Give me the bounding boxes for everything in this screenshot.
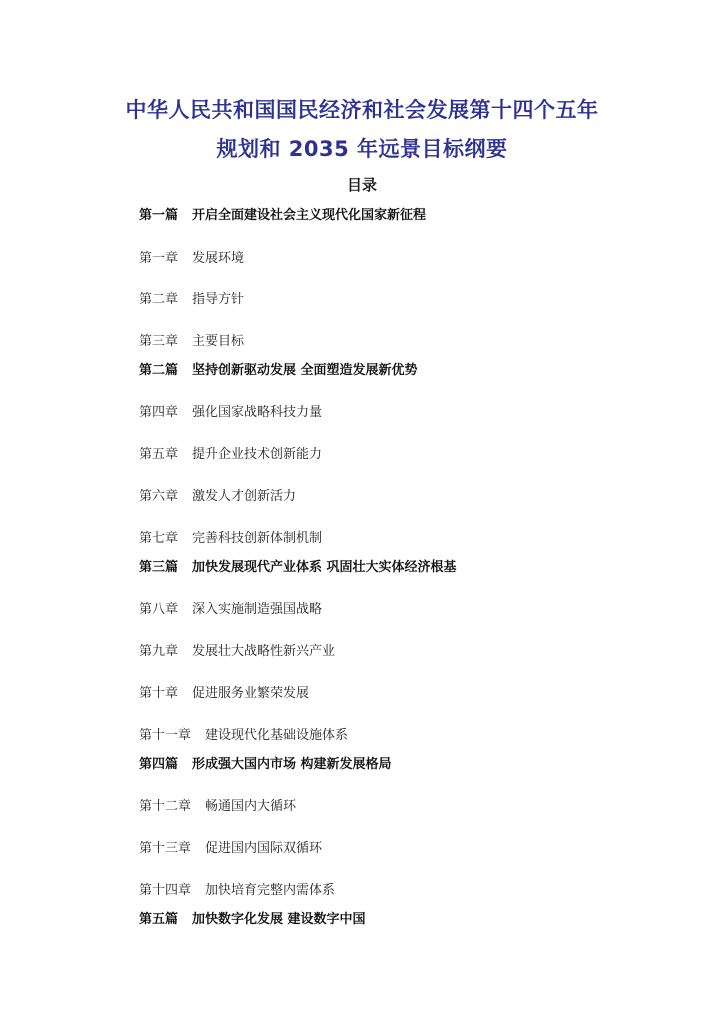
toc-entry-title: 加快培育完整内需体系 — [205, 883, 336, 898]
toc-entry-title: 主要目标 — [192, 334, 245, 349]
toc-entry-number: 第五篇 — [139, 912, 179, 927]
toc-chapter-entry[interactable] — [139, 841, 322, 857]
toc-entry-number: 第十二章 — [139, 799, 192, 814]
toc-entry-title: 形成强大国内市场 构建新发展格局 — [192, 757, 392, 772]
toc-entry-title: 发展环境 — [192, 251, 245, 266]
toc-entry-number: 第一章 — [139, 251, 179, 266]
toc-chapter-entry[interactable] — [139, 644, 335, 660]
toc-entry-number: 第六章 — [139, 489, 179, 504]
toc-entry-number: 第九章 — [139, 644, 179, 659]
toc-entry-title: 加快数字化发展 建设数字中国 — [192, 912, 366, 927]
toc-chapter-entry[interactable] — [139, 292, 244, 308]
toc-entry-title: 深入实施制造强国战略 — [192, 602, 323, 617]
toc-chapter-entry[interactable] — [139, 447, 322, 463]
toc-entry-number: 第二章 — [139, 292, 179, 307]
toc-part-entry[interactable] — [139, 560, 457, 576]
toc-entry-title: 发展壮大战略性新兴产业 — [192, 644, 336, 659]
toc-entry-number: 第三章 — [139, 334, 179, 349]
toc-chapter-entry[interactable] — [139, 602, 322, 618]
toc-entry-number: 第一篇 — [139, 208, 179, 223]
toc-entry-number: 第十一章 — [139, 728, 192, 743]
toc-entry-number: 第四篇 — [139, 757, 179, 772]
toc-part-entry[interactable] — [139, 363, 418, 379]
toc-entry-number: 第十章 — [139, 686, 179, 701]
toc-chapter-entry[interactable] — [139, 883, 335, 899]
toc-entry-number: 第七章 — [139, 531, 179, 546]
toc-entry-number: 第五章 — [139, 447, 179, 462]
toc-chapter-entry[interactable] — [139, 405, 322, 421]
toc-entry-number: 第四章 — [139, 405, 179, 420]
toc-entry-title: 加快发展现代产业体系 巩固壮大实体经济根基 — [192, 560, 457, 575]
toc-chapter-entry[interactable] — [139, 686, 309, 702]
toc-part-entry[interactable] — [139, 757, 392, 773]
toc-chapter-entry[interactable] — [139, 799, 296, 815]
toc-part-entry[interactable] — [139, 912, 366, 928]
toc-entry-number: 第八章 — [139, 602, 179, 617]
toc-entry-title: 激发人才创新活力 — [192, 489, 297, 504]
toc-entry-title: 畅通国内大循环 — [205, 799, 297, 814]
toc-entry-title: 指导方针 — [192, 292, 245, 307]
toc-entry-number: 第三篇 — [139, 560, 179, 575]
toc-chapter-entry[interactable] — [139, 334, 244, 350]
toc-part-entry[interactable] — [139, 208, 426, 224]
toc-entry-title: 建设现代化基础设施体系 — [205, 728, 349, 743]
toc-entry-title: 提升企业技术创新能力 — [192, 447, 323, 462]
toc-entry-title: 开启全面建设社会主义现代化国家新征程 — [192, 208, 427, 223]
document-title-line-1: 中华人民共和国国民经济和社会发展第十四个五年 — [125, 98, 599, 122]
toc-entry-title: 坚持创新驱动发展 全面塑造发展新优势 — [192, 363, 418, 378]
toc-chapter-entry[interactable] — [139, 489, 296, 505]
toc-chapter-entry[interactable] — [139, 251, 244, 267]
toc-chapter-entry[interactable] — [139, 728, 348, 744]
toc-entry-title: 完善科技创新体制机制 — [192, 531, 323, 546]
toc-entry-title: 促进服务业繁荣发展 — [192, 686, 310, 701]
toc-entry-title: 促进国内国际双循环 — [205, 841, 323, 856]
toc-entry-title: 强化国家战略科技力量 — [192, 405, 323, 420]
toc-entry-number: 第十三章 — [139, 841, 192, 856]
toc-entry-number: 第二篇 — [139, 363, 179, 378]
toc-chapter-entry[interactable] — [139, 531, 322, 547]
toc-entry-number: 第十四章 — [139, 883, 192, 898]
document-title-line-2: 规划和 2035 年远景目标纲要 — [216, 137, 508, 161]
toc-heading: 目录 — [346, 176, 377, 194]
